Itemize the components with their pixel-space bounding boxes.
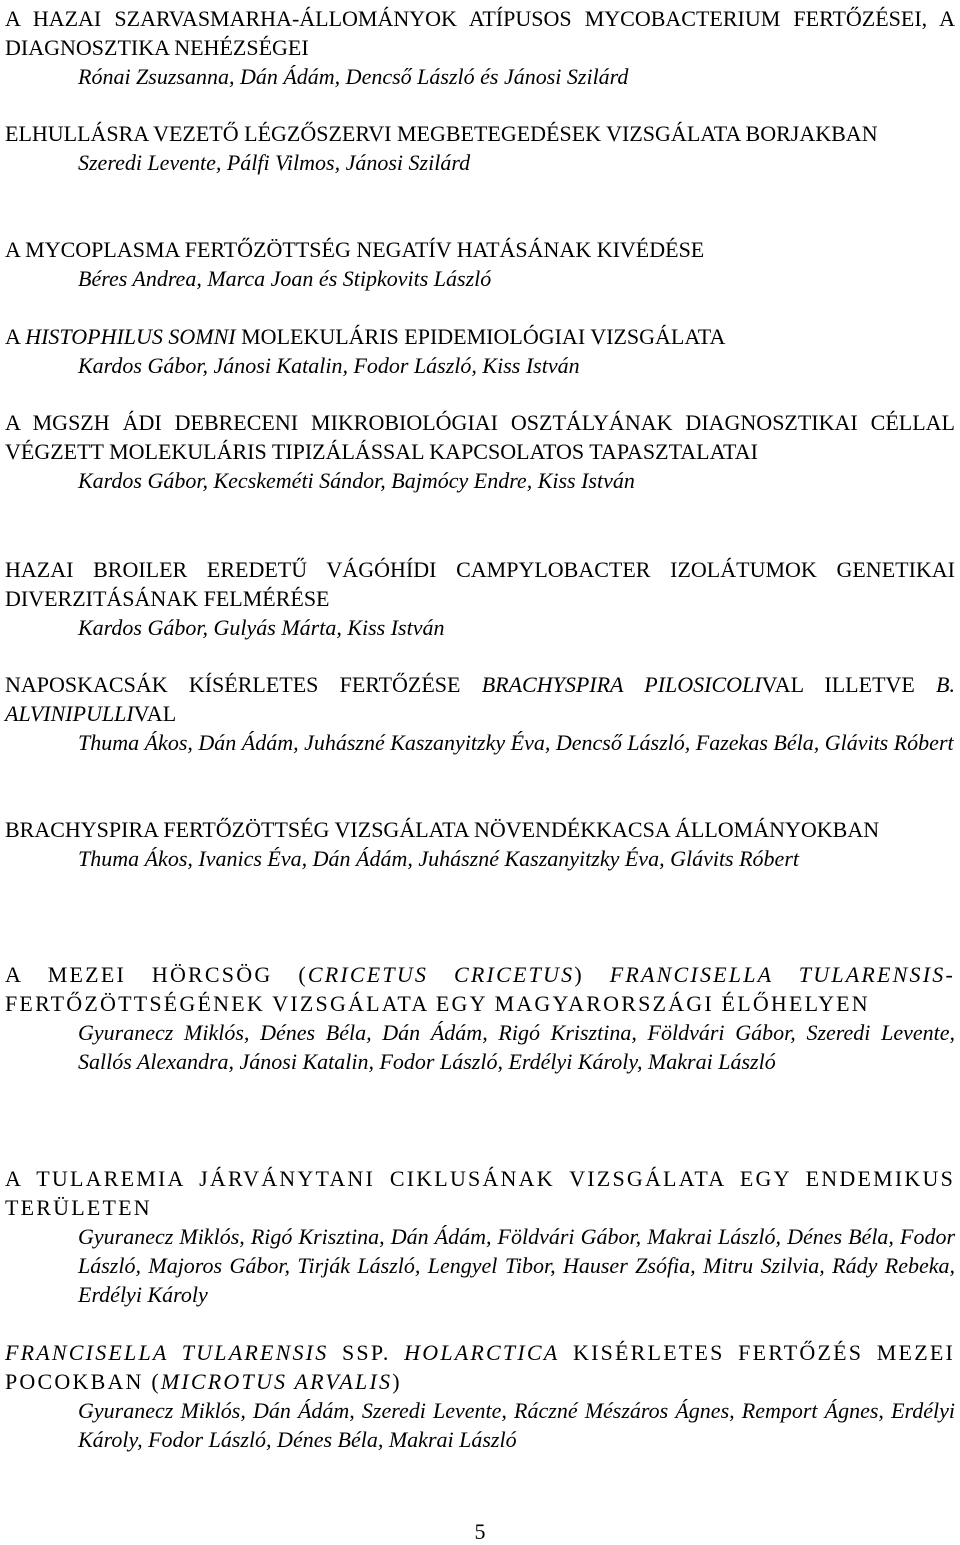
paper-authors: Thuma Ákos, Dán Ádám, Juhászné Kaszanyitzky Éva, Dencső László, Fazekas Béla, Glávits Róbert: [78, 730, 954, 755]
paper-entry-9: [5, 960, 955, 1076]
paper-title: HAZAI BROILER EREDETŰ VÁGÓHÍDI CAMPYLOBACTER IZOLÁTUMOK GENETIKAI DIVERZITÁSÁNAK FELMÉRÉSE: [5, 557, 955, 611]
paper-entry-2: [5, 119, 955, 177]
paper-title: A MGSZH ÁDI DEBRECENI MIKROBIOLÓGIAI OSZTÁLYÁNAK DIAGNOSZTIKAI CÉLLAL VÉGZETT MOLEKULÁRIS TIPIZÁLÁSSAL KAPCSOLATOS TAPASZTALATAI: [5, 410, 955, 464]
paper-authors: Béres Andrea, Marca Joan és Stipkovits László: [78, 266, 492, 291]
paper-authors: Kardos Gábor, Kecskeméti Sándor, Bajmócy Endre, Kiss István: [78, 468, 635, 493]
paper-authors: Gyuranecz Miklós, Dénes Béla, Dán Ádám, Rigó Krisztina, Földvári Gábor, Szeredi Levente, Sallós Alexandra, Jánosi Katalin, Fodor László, Erdélyi Károly, Makrai László: [78, 1020, 955, 1074]
paper-title: A MYCOPLASMA FERTŐZÖTTSÉG NEGATÍV HATÁSÁNAK KIVÉDÉSE: [5, 237, 705, 262]
paper-authors: Kardos Gábor, Gulyás Márta, Kiss István: [78, 615, 445, 640]
paper-title: A HAZAI SZARVASMARHA-ÁLLOMÁNYOK ATÍPUSOS MYCOBACTERIUM FERTŐZÉSEI, A DIAGNOSZTIKA NEHÉZSÉGEI: [5, 6, 955, 60]
paper-title: A HISTOPHILUS SOMNI MOLEKULÁRIS EPIDEMIOLÓGIAI VIZSGÁLATA: [5, 324, 726, 349]
paper-entry-5: [5, 408, 955, 495]
paper-authors: Kardos Gábor, Jánosi Katalin, Fodor László, Kiss István: [78, 353, 580, 378]
paper-entry-1: [5, 4, 955, 91]
paper-title: FRANCISELLA TULARENSIS SSP. HOLARCTICA KISÉRLETES FERTŐZÉS MEZEI POCOKBAN (MICROTUS ARVALIS): [5, 1340, 955, 1394]
paper-entry-3: [5, 235, 955, 293]
paper-entry-8: [5, 815, 955, 873]
page-number: 5: [474, 1519, 486, 1544]
paper-authors: Gyuranecz Miklós, Rigó Krisztina, Dán Ádám, Földvári Gábor, Makrai László, Dénes Béla, Fodor László, Majoros Gábor, Tirják László, Lengyel Tibor, Hauser Zsófia, Mitru Szilvia, Rády Rebeka, Erdélyi Károly: [78, 1224, 955, 1307]
paper-authors: Rónai Zsuzsanna, Dán Ádám, Dencső László és Jánosi Szilárd: [78, 64, 629, 89]
paper-authors: Thuma Ákos, Ivanics Éva, Dán Ádám, Juhászné Kaszanyitzky Éva, Glávits Róbert: [78, 846, 799, 871]
paper-entry-6: [5, 555, 955, 642]
paper-entry-10: [5, 1164, 955, 1309]
paper-entry-7: [5, 670, 955, 757]
paper-title: A TULAREMIA JÁRVÁNYTANI CIKLUSÁNAK VIZSGÁLATA EGY ENDEMIKUS TERÜLETEN: [5, 1166, 955, 1220]
paper-title: A MEZEI HÖRCSÖG (CRICETUS CRICETUS) FRANCISELLA TULARENSIS-FERTŐZÖTTSÉGÉNEK VIZSGÁLATA EGY MAGYARORSZÁGI ÉLŐHELYEN: [5, 962, 955, 1016]
paper-entry-4: [5, 322, 955, 380]
paper-entry-11: [5, 1338, 955, 1454]
paper-authors: Szeredi Levente, Pálfi Vilmos, Jánosi Szilárd: [78, 150, 471, 175]
paper-authors: Gyuranecz Miklós, Dán Ádám, Szeredi Levente, Ráczné Mészáros Ágnes, Remport Ágnes, Erdélyi Károly, Fodor László, Dénes Béla, Makrai László: [78, 1398, 955, 1452]
paper-title: NAPOSKACSÁK KÍSÉRLETES FERTŐZÉSE BRACHYSPIRA PILOSICOLIVAL ILLETVE B. ALVINIPULLIVAL: [5, 672, 955, 726]
paper-title: BRACHYSPIRA FERTŐZÖTTSÉG VIZSGÁLATA NÖVENDÉKKACSA ÁLLOMÁNYOKBAN: [5, 817, 880, 842]
paper-title: ELHULLÁSRA VEZETŐ LÉGZŐSZERVI MEGBETEGEDÉSEK VIZSGÁLATA BORJAKBAN: [5, 121, 878, 146]
